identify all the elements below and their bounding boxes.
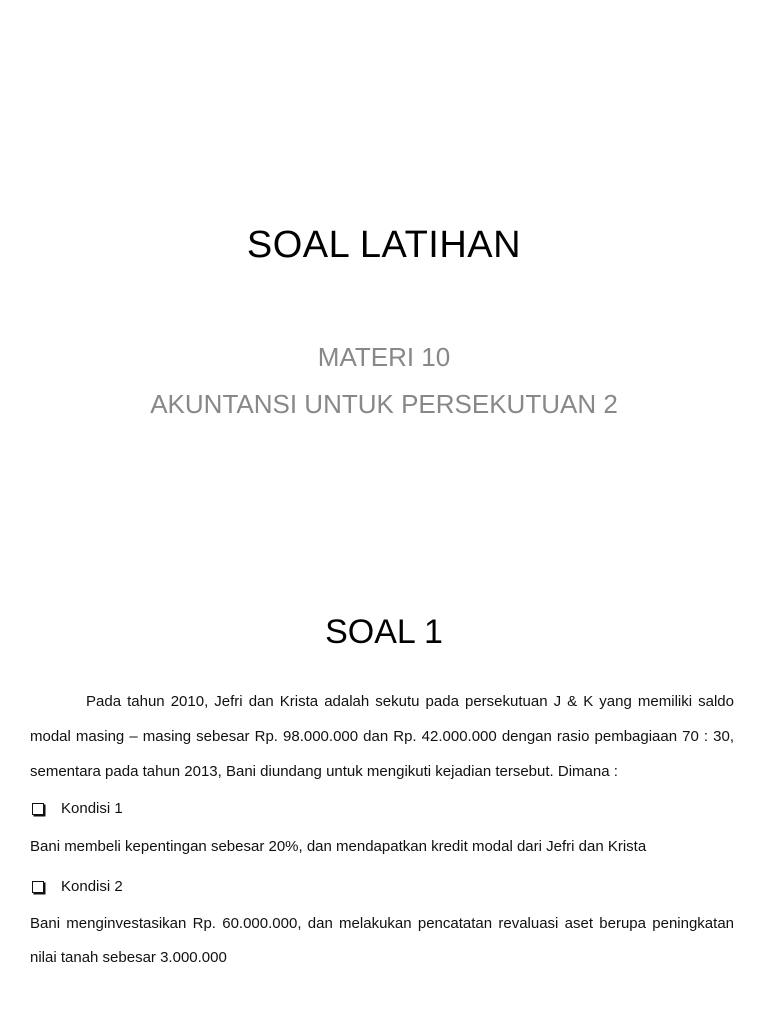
slide-subtitle [0, 334, 768, 428]
condition-2-bullet [30, 869, 734, 905]
subtitle-line-materi: MATERI 10 [317, 342, 451, 372]
question-content [30, 684, 734, 975]
checkbox-bullet-icon [32, 881, 44, 893]
condition-1-bullet [30, 791, 734, 827]
condition-1-text: Bani membeli kepentingan sebesar 20%, dan mendapatkan kredit modal dari Jefri dan Krista [30, 838, 647, 855]
subtitle-line-topic: AKUNTANSI UNTUK PERSEKUTUAN 2 [150, 389, 618, 419]
question-slide [0, 576, 768, 1024]
condition-2-label: Kondisi 2 [61, 878, 123, 895]
question-title: SOAL 1 [325, 613, 443, 651]
question-paragraph: Pada tahun 2010, Jefri dan Krista adalah sekutu pada persekutuan J & K yang memiliki saldo modal masing – masing sebesar Rp. 98.000.000 dan Rp. 42.000.000 dengan rasio pembagiaan 70 : 30, sementara pada tahun 2013, Bani diundang untuk mengikuti kejadian tersebut. Dimana : [30, 693, 734, 780]
checkbox-bullet-icon [32, 803, 44, 815]
condition-1-label: Kondisi 1 [61, 800, 123, 817]
condition-2-text: Bani menginvestasikan Rp. 60.000.000, dan melakukan pencatatan revaluasi aset berupa peningkatan nilai tanah sebesar 3.000.000 [30, 915, 734, 966]
slide-title: SOAL LATIHAN [246, 224, 522, 266]
